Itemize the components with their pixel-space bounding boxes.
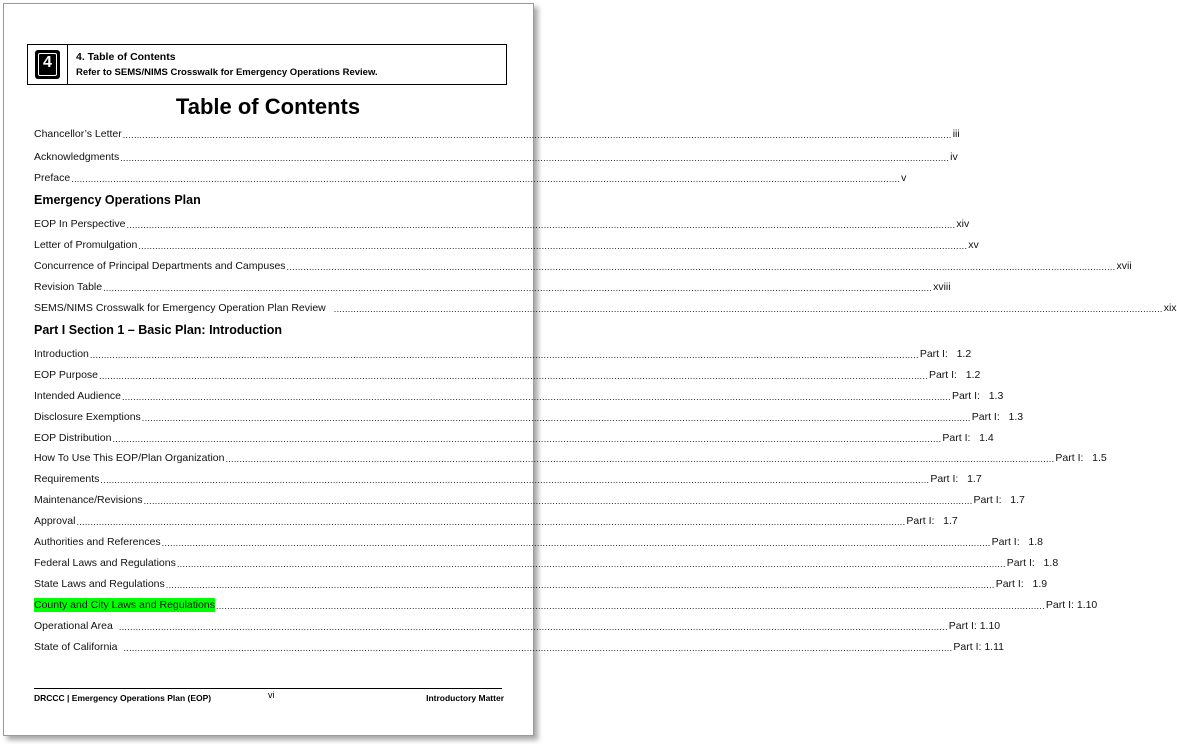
toc-page: Part I: 1.8 [991, 536, 1043, 548]
section-header [27, 44, 507, 85]
toc-leader: ........................................................................................................................................................................................................................................................................................................ [112, 434, 942, 444]
footer-left: DRCCC | Emergency Operations Plan (EOP) [34, 693, 212, 703]
toc-page: v [901, 172, 907, 184]
toc-page: Part I: 1.7 [973, 494, 1025, 506]
section-heading: Part I Section 1 – Basic Plan: Introduction [34, 323, 282, 337]
toc-leader: ........................................................................................................................................................................................................................................................................................................ [215, 601, 1045, 611]
toc-entry[interactable] [34, 368, 981, 382]
toc-label: State Laws and Regulations [34, 578, 165, 590]
toc-page: Part I: 1.2 [919, 348, 972, 360]
toc-label: State of California [34, 641, 118, 653]
toc-page: Part I: 1.4 [942, 432, 994, 444]
toc-label: Chancellor’s Letter [34, 128, 122, 140]
badge-cell [28, 45, 68, 84]
toc-leader: ........................................................................................................................................................................................................................................................................................................ [122, 130, 952, 140]
toc-entry[interactable] [34, 347, 972, 361]
toc-page: Part I: 1.7 [906, 515, 958, 527]
toc-page: Part I: 1.2 [928, 369, 981, 381]
toc-label: Intended Audience [34, 390, 121, 402]
toc-leader: ........................................................................................................................................................................................................................................................................................................ [141, 413, 971, 423]
toc-label: Operational Area [34, 620, 113, 632]
badge-number: 4 [43, 54, 52, 71]
section-heading: Emergency Operations Plan [34, 193, 201, 207]
toc-label: Approval [34, 515, 76, 527]
toc-leader: ........................................................................................................................................................................................................................................................................................................ [120, 153, 950, 163]
toc-page: xix [1163, 302, 1177, 314]
toc-label: Acknowledgments [34, 151, 120, 163]
toc-page: Part I: 1.9 [995, 578, 1048, 590]
toc-label: Introduction [34, 348, 89, 360]
toc-leader: ........................................................................................................................................................................................................................................................................................................ [99, 371, 928, 381]
toc-label: Disclosure Exemptions [34, 411, 141, 423]
toc-leader: ........................................................................................................................................................................................................................................................................................................ [286, 262, 1116, 272]
footer-page-number: vi [268, 690, 275, 700]
toc-entry[interactable] [34, 389, 1004, 403]
toc-entry[interactable] [34, 280, 951, 294]
toc-entry[interactable] [34, 301, 1177, 315]
toc-leader: ........................................................................................................................................................................................................................................................................................................ [100, 475, 930, 485]
toc-label: SEMS/NIMS Crosswalk for Emergency Operation Plan Review [34, 302, 326, 314]
toc-page: iii [952, 128, 960, 140]
toc-leader: ........................................................................................................................................................................................................................................................................................................ [165, 580, 995, 590]
toc-entry[interactable] [34, 619, 1001, 633]
toc-page: xiv [956, 218, 970, 230]
toc-label: Authorities and References [34, 536, 161, 548]
toc-label-highlighted: County and City Laws and Regulations [34, 599, 215, 611]
toc-label: EOP In Perspective [34, 218, 126, 230]
toc-entry[interactable] [34, 431, 994, 445]
toc-entry[interactable] [34, 451, 1107, 465]
toc-label: Maintenance/Revisions [34, 494, 143, 506]
toc-label: How To Use This EOP/Plan Organization [34, 452, 225, 464]
toc-entry[interactable] [34, 171, 907, 185]
toc-entry[interactable] [34, 472, 982, 486]
toc-leader: ........................................................................................................................................................................................................................................................................................................ [71, 174, 901, 184]
toc-leader: ........................................................................................................................................................................................................................................................................................................ [176, 559, 1006, 569]
toc-entry[interactable] [34, 150, 958, 164]
toc-leader: ........................................................................................................................................................................................................................................................................................................ [76, 517, 906, 527]
toc-page: Part I: 1.3 [971, 411, 1024, 423]
header-subtitle: Refer to SEMS/NIMS Crosswalk for Emergency Operations Review. [76, 67, 378, 78]
toc-page: iv [950, 151, 958, 163]
toc-entry[interactable] [34, 640, 1005, 654]
toc-page: Part I: 1.8 [1006, 557, 1059, 569]
toc-label: EOP Distribution [34, 432, 112, 444]
footer-divider [34, 688, 502, 689]
toc-entry[interactable] [34, 238, 979, 252]
toc-label: Requirements [34, 473, 100, 485]
page-title: Table of Contents [175, 94, 361, 119]
toc-label: Letter of Promulgation [34, 239, 138, 251]
toc-page: Part I: 1.11 [953, 641, 1005, 653]
toc-leader: ........................................................................................................................................................................................................................................................................................................ [138, 241, 968, 251]
toc-entry[interactable] [34, 410, 1024, 424]
toc-entry[interactable] [34, 259, 1132, 273]
toc-page: Part I: 1.10 [1045, 599, 1098, 611]
toc-page: Part I: 1.10 [948, 620, 1001, 632]
toc-page: Part I: 1.7 [930, 473, 982, 485]
toc-page: Part I: 1.5 [1055, 452, 1107, 464]
toc-leader: ........................................................................................................................................................................................................................................................................................................ [333, 304, 1163, 314]
toc-leader: ........................................................................................................................................................................................................................................................................................................ [118, 622, 948, 632]
toc-label: EOP Purpose [34, 369, 99, 381]
toc-entry-highlighted[interactable] [34, 598, 1098, 612]
toc-label: Federal Laws and Regulations [34, 557, 176, 569]
footer-right: Introductory Matter [426, 693, 504, 703]
section-number-badge [35, 50, 60, 79]
toc-page: Part I: 1.3 [951, 390, 1004, 402]
toc-leader: ........................................................................................................................................................................................................................................................................................................ [161, 538, 991, 548]
header-title: 4. Table of Contents [76, 51, 176, 63]
toc-leader: ........................................................................................................................................................................................................................................................................................................ [122, 392, 951, 402]
toc-leader: ........................................................................................................................................................................................................................................................................................................ [103, 283, 933, 293]
toc-entry[interactable] [34, 217, 970, 231]
toc-label: Preface [34, 172, 71, 184]
toc-page: xviii [933, 281, 951, 293]
toc-entry[interactable] [34, 127, 960, 141]
toc-label: Revision Table [34, 281, 103, 293]
toc-leader: ........................................................................................................................................................................................................................................................................................................ [225, 454, 1055, 464]
toc-entry[interactable] [34, 556, 1059, 570]
toc-leader: ........................................................................................................................................................................................................................................................................................................ [126, 220, 956, 230]
toc-leader: ........................................................................................................................................................................................................................................................................................................ [123, 643, 953, 653]
toc-entry[interactable] [34, 577, 1048, 591]
toc-label: Concurrence of Principal Departments and Campuses [34, 260, 286, 272]
toc-page: xv [968, 239, 979, 251]
toc-entry[interactable] [34, 514, 958, 528]
toc-page: xvii [1116, 260, 1132, 272]
toc-leader: ........................................................................................................................................................................................................................................................................................................ [143, 496, 973, 506]
toc-leader: ........................................................................................................................................................................................................................................................................................................ [89, 350, 919, 360]
toc-entry[interactable] [34, 535, 1043, 549]
toc-entry[interactable] [34, 493, 1025, 507]
